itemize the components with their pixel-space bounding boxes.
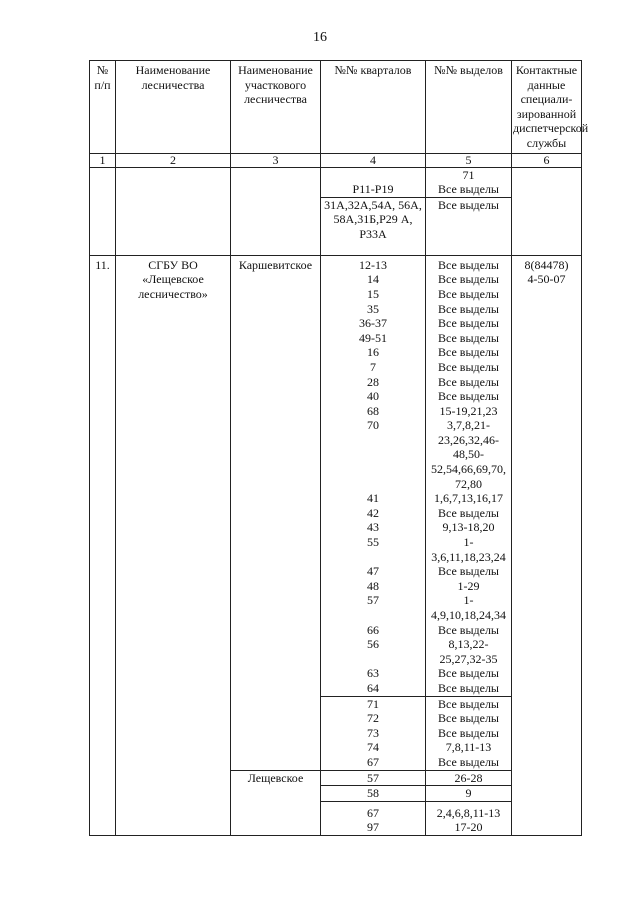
col-num-5: 5 (426, 153, 512, 167)
plot-value: 7,8,11-13 (445, 740, 492, 755)
quarter-value: 64 (367, 680, 379, 695)
quarter-value: 63 (367, 666, 379, 681)
quarter-value: 71 (367, 696, 379, 711)
plot-value: 1,6,7,13,16,17 (434, 491, 503, 506)
quarter-value: 49-51 (359, 330, 387, 345)
quarter-value: 74 (367, 740, 379, 755)
plot-value: 1- (463, 593, 474, 608)
plot-value: Все выделы (437, 316, 499, 331)
quarter-value: 48 (367, 578, 379, 593)
quarter-value: 57 (321, 770, 426, 786)
quarter-value: 14 (367, 272, 379, 287)
plot-value: Все выделы (437, 622, 499, 637)
contact-phone-code: 8(84478) (524, 257, 569, 272)
header-contacts: Контактные данные специали-зированной диспетчерской службы (512, 61, 582, 154)
district-name: Лещевское (231, 770, 321, 835)
page-number: 16 (313, 30, 327, 45)
quarter-value: 68 (367, 403, 379, 418)
plot-value: Все выделы (437, 374, 499, 389)
plot-value: Все выделы (437, 345, 499, 360)
plot-value: 71 (462, 167, 475, 182)
col-num-6: 6 (512, 153, 582, 167)
plot-value: Все выделы (426, 197, 512, 255)
quarter-spacer (321, 447, 425, 462)
col-num-3: 3 (231, 153, 321, 167)
plot-value: Все выделы (437, 272, 499, 287)
plot-value: Все выделы (437, 680, 499, 695)
plot-value: 1- (463, 535, 474, 550)
column-number-row (90, 153, 582, 167)
plot-value: Все выделы (437, 359, 499, 374)
plots-cell (426, 167, 512, 197)
quarters-cell (321, 255, 426, 696)
quarter-value: 58 (321, 786, 426, 802)
plot-value: Все выделы (437, 505, 499, 520)
header-quarters: №№ кварталов (321, 61, 426, 154)
plot-value: 72,80 (455, 476, 482, 491)
header-district: Наименование участкового лесничества (231, 61, 321, 154)
quarter-value: 73 (367, 725, 379, 740)
quarter-value: 70 (367, 418, 379, 433)
quarter-value: 97 (367, 820, 379, 835)
quarter-value: 56 (367, 637, 379, 652)
quarter-spacer (321, 433, 425, 448)
plot-value: Все выделы (437, 182, 499, 197)
plots-cell (426, 801, 512, 835)
quarters-cell (321, 696, 426, 770)
quarter-spacer (321, 477, 425, 492)
plot-value: 3,7,8,21- (447, 418, 490, 433)
table-row (90, 167, 582, 197)
quarter-value: 28 (367, 374, 379, 389)
quarter-value: 43 (367, 520, 379, 535)
plot-value: 8,13,22- (448, 637, 489, 652)
quarters-cell (321, 167, 426, 197)
quarters-cell (321, 801, 426, 835)
quarter-value: 42 (367, 505, 379, 520)
cell-empty (90, 167, 116, 255)
entry-number: 11. (90, 255, 116, 835)
plot-value: Все выделы (437, 754, 499, 769)
plot-value: 17-20 (454, 820, 483, 835)
quarter-value: 15 (367, 286, 379, 301)
forestry-name: СГБУ ВО «Лещевское лесничество» (116, 255, 231, 835)
quarter-value: 66 (367, 622, 379, 637)
quarter-value: 67 (367, 805, 379, 820)
fire-service-table (89, 60, 589, 836)
quarter-spacer (321, 550, 425, 565)
plots-cell (426, 255, 512, 696)
plot-value: Все выделы (437, 257, 499, 272)
plot-value: Все выделы (437, 725, 499, 740)
contact-cell (512, 255, 582, 835)
plot-value: 1-29 (457, 578, 480, 593)
plot-value: 3,6,11,18,23,24 (431, 549, 506, 564)
col-num-1: 1 (90, 153, 116, 167)
quarter-value: 40 (367, 389, 379, 404)
quarter-value: 55 (367, 535, 379, 550)
quarter-spacer (321, 608, 425, 623)
plot-value: Все выделы (437, 696, 499, 711)
plot-value: Все выделы (437, 711, 499, 726)
plot-value: 9 (426, 786, 512, 802)
quarter-value: 31А,32А,54А, 56А, 58А,31Б,Р29 А, Р33А (321, 197, 426, 255)
plot-value: 4,9,10,18,24,34 (431, 608, 506, 622)
plot-value: Все выделы (437, 666, 499, 681)
quarter-value: 7 (370, 359, 376, 374)
quarter-value: Р11-Р19 (352, 182, 394, 197)
cell-empty (116, 167, 231, 255)
quarter-value: 35 (367, 301, 379, 316)
entry-row (90, 255, 582, 696)
header-forestry: Наименование лесничества (116, 61, 231, 154)
plot-value: Все выделы (437, 301, 499, 316)
col-num-4: 4 (321, 153, 426, 167)
district-name: Каршевитское (231, 255, 321, 770)
plot-value: Все выделы (437, 564, 499, 579)
quarter-value: 36-37 (359, 316, 387, 331)
plot-value: 25,27,32-35 (439, 651, 498, 666)
contact-phone-number: 4-50-07 (527, 272, 566, 287)
plots-cell (426, 696, 512, 770)
plot-value: 26-28 (426, 770, 512, 786)
quarter-value: 16 (367, 345, 379, 360)
plot-value: 48,50- (453, 447, 484, 462)
plot-value: 15-19,21,23 (439, 403, 498, 418)
plot-value: Все выделы (437, 286, 499, 301)
quarter-value: 67 (367, 754, 379, 769)
cell-empty (512, 167, 582, 255)
header-number: № п/п (90, 61, 116, 154)
plot-value: 23,26,32,46- (438, 432, 499, 447)
quarter-value: 72 (367, 711, 379, 726)
quarter-value: 12-13 (359, 257, 387, 272)
plot-value: 9,13-18,20 (442, 520, 495, 535)
cell-empty (231, 167, 321, 255)
header-row (90, 61, 582, 154)
quarter-value: 57 (367, 593, 379, 608)
plot-value: Все выделы (437, 389, 499, 404)
quarter-spacer (321, 462, 425, 477)
quarter-value: 41 (367, 491, 379, 506)
quarter-value: 47 (367, 564, 379, 579)
quarter-spacer (321, 652, 425, 667)
header-plots: №№ выделов (426, 61, 512, 154)
plot-value: Все выделы (437, 330, 499, 345)
plot-value: 52,54,66,69,70, (431, 462, 506, 477)
col-num-2: 2 (116, 153, 231, 167)
plot-value: 2,4,6,8,11-13 (436, 805, 501, 820)
